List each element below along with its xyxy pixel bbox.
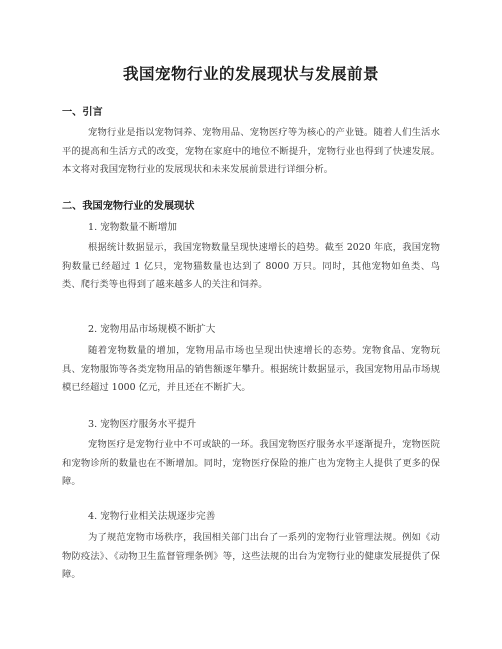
paragraph-pet-supplies: 随着宠物数量的增加，宠物用品市场也呈现出快速增长的态势。宠物食品、宠物玩具、宠物服饰等各类宠物用品的销售额逐年攀升。根据统计数据显示，我国宠物用品市场规模已经超过 1000 亿元，并且还在不断扩大。 bbox=[62, 345, 440, 393]
introduction-paragraph: 宠物行业是指以宠物饲养、宠物用品、宠物医疗等为核心的产业链。随着人们生活水平的提高和生活方式的改变，宠物在家庭中的地位不断提升，宠物行业也得到了快速发展。本文将对我国宠物行业的发展现状和未来发展前景进行详细分析。 bbox=[62, 127, 440, 175]
section-heading-introduction: 一、引言 bbox=[62, 107, 103, 118]
paragraph-pet-medical: 宠物医疗是宠物行业中不可或缺的一环。我国宠物医疗服务水平逐渐提升，宠物医院和宠物诊所的数量也在不断增加。同时，宠物医疗保险的推广也为宠物主人提供了更多的保障。 bbox=[62, 439, 440, 487]
paragraph-pet-count: 根据统计数据显示，我国宠物数量呈现快速增长的趋势。截至 2020 年底，我国宠物狗数量已经超过 1 亿只，宠物猫数量也达到了 8000 万只。同时，其他宠物如鱼类、鸟类、爬行类等也得到了越来越多人的关注和饲养。 bbox=[62, 242, 440, 290]
subheading-pet-supplies: 2. 宠物用品市场规模不断扩大 bbox=[88, 324, 216, 335]
subheading-pet-medical: 3. 宠物医疗服务水平提升 bbox=[88, 419, 197, 430]
section-heading-current-status: 二、我国宠物行业的发展现状 bbox=[62, 201, 195, 212]
subheading-pet-count: 1. 宠物数量不断增加 bbox=[88, 222, 177, 233]
document-title: 我国宠物行业的发展现状与发展前景 bbox=[122, 65, 379, 83]
subheading-regulations: 4. 宠物行业相关法规逐步完善 bbox=[88, 511, 216, 522]
paragraph-regulations: 为了规范宠物市场秩序，我国相关部门出台了一系列的宠物行业管理法规。例如《动物防疫法》、《动物卫生监督管理条例》等，这些法规的出台为宠物行业的健康发展提供了保障。 bbox=[62, 532, 440, 580]
